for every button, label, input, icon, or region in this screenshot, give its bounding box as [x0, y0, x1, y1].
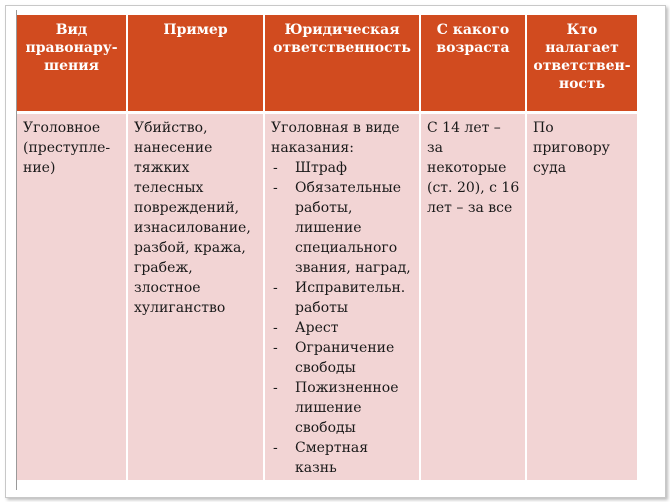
header-authority: Кто налагает ответствен- ность	[526, 15, 637, 113]
table-row	[17, 113, 637, 481]
penalty-item: - Арест	[273, 320, 339, 336]
penalty-item: - Пожизненное лишение свободы	[273, 380, 399, 436]
header-liability: Юридическая ответственность	[264, 15, 420, 113]
cell-authority: По приговору суда	[526, 113, 637, 481]
penalty-item: - Исправительн. работы	[273, 280, 406, 316]
header-age: С какого возраста	[420, 15, 526, 113]
penalty-list	[271, 158, 415, 478]
cell-age: С 14 лет – за некоторые (ст. 20), с 16 лет – за все	[420, 113, 526, 481]
penalty-item: - Ограничение свободы	[273, 340, 395, 376]
offense-table	[17, 15, 637, 480]
penalty-item: - Штраф	[273, 160, 347, 176]
liability-intro: Уголовная в виде наказания:	[271, 120, 400, 156]
cell-example: Убийство, нанесение тяжких телесных повреждений, изнасилование, разбой, кража, грабеж, злостное хулиганство	[127, 113, 264, 481]
header-example: Пример	[127, 15, 264, 113]
table-header-row	[17, 15, 637, 113]
penalty-item: - Обязательные работы, лишение специального звания, наград,	[273, 180, 411, 276]
penalty-item: - Смертная казнь	[273, 440, 369, 476]
cell-offense-type: Уголовное (преступле- ние)	[17, 113, 127, 481]
header-offense-type: Вид правонару- шения	[17, 15, 127, 113]
cell-liability	[264, 113, 420, 481]
